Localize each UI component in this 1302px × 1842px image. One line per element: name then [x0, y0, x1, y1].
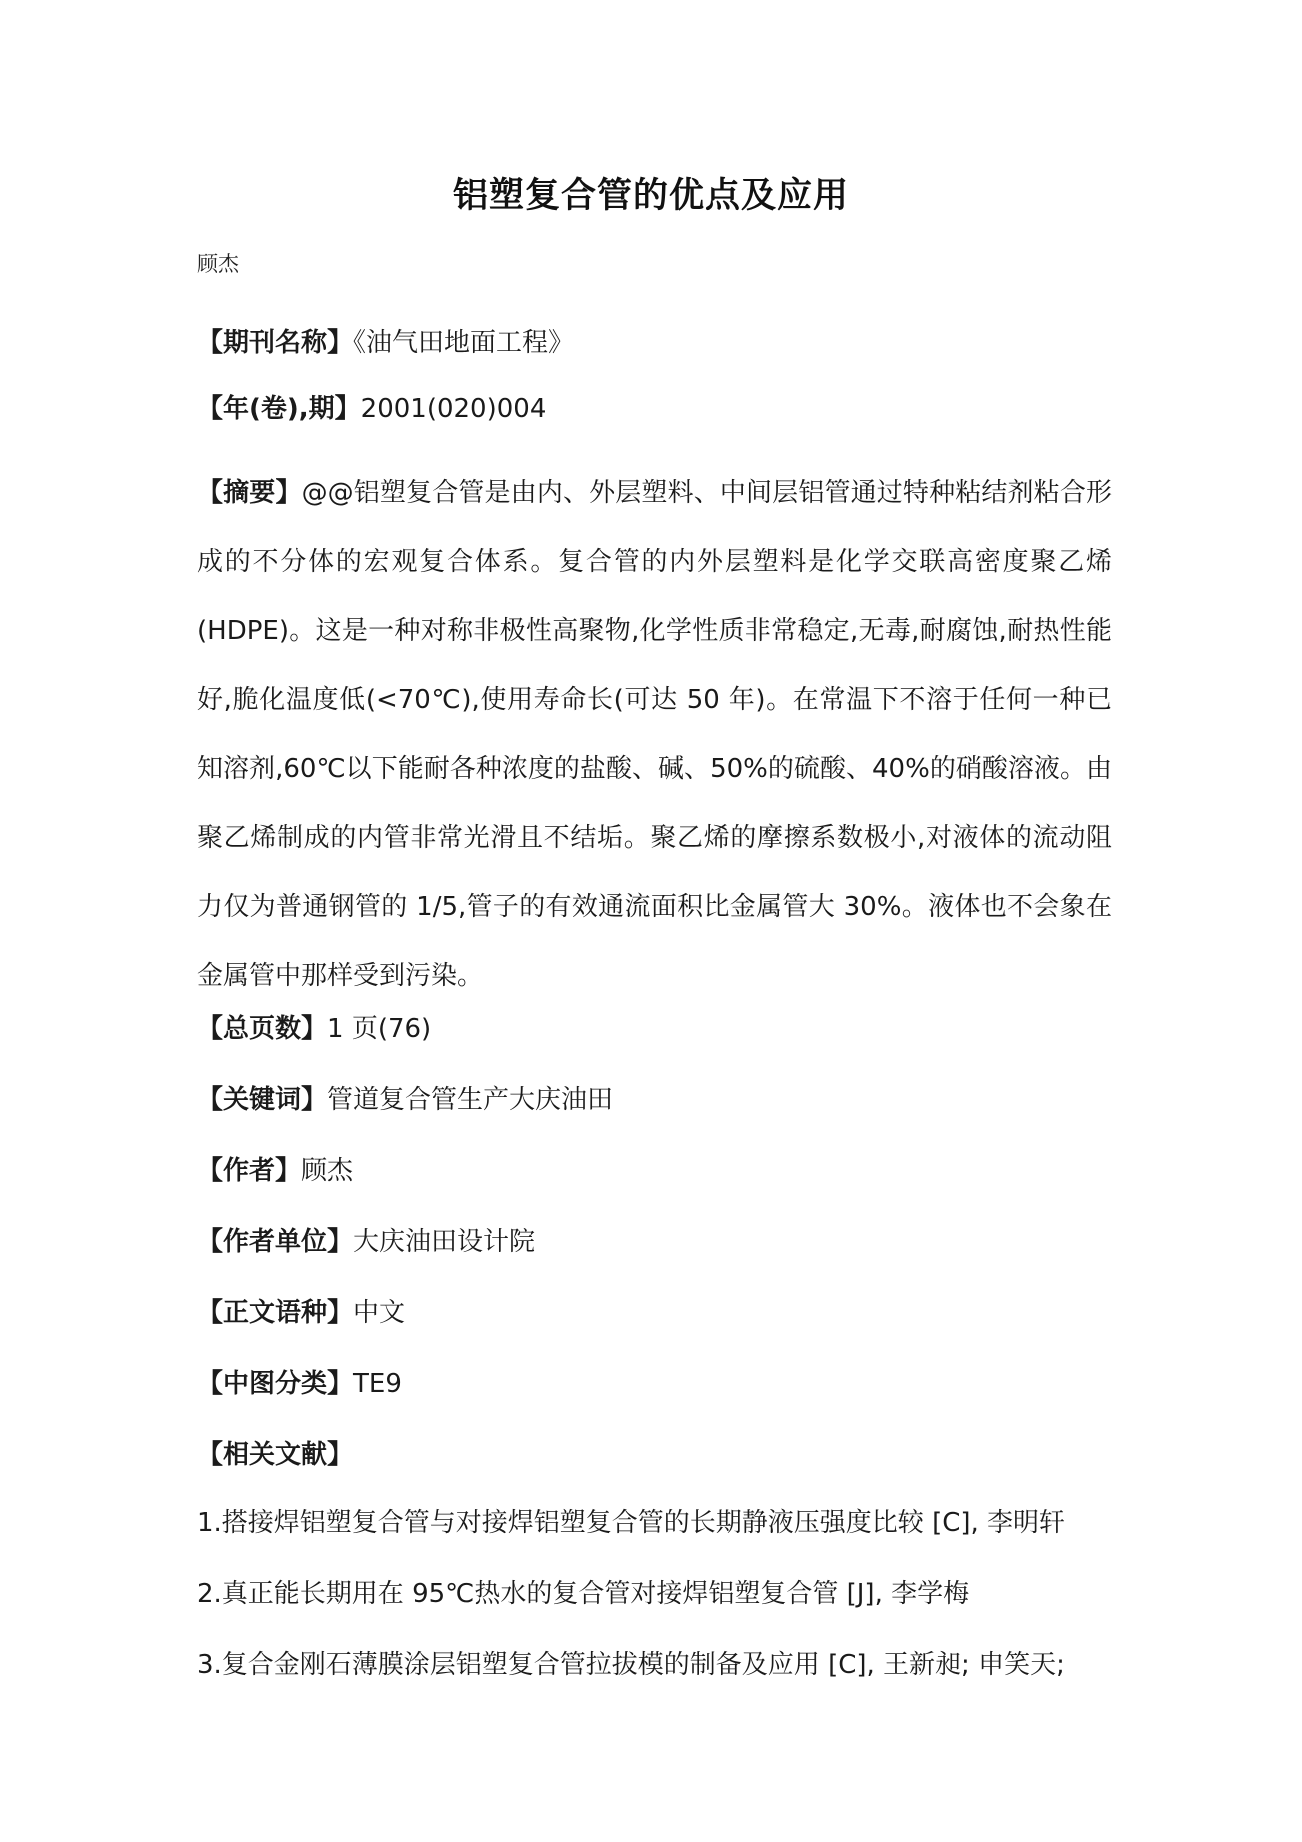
abstract-field [197, 459, 1112, 1011]
affiliation-field [197, 1226, 535, 1258]
journal-value: 《油气田地面工程》 [353, 328, 575, 358]
language-field [197, 1297, 405, 1329]
affiliation-label: 【作者单位】 [197, 1227, 354, 1257]
keywords-value: 管道复合管生产大庆油田 [327, 1085, 614, 1115]
references-label: 【相关文献】 [197, 1440, 354, 1470]
reference-item-3: 3.复合金刚石薄膜涂层铝塑复合管拉拔模的制备及应用 [C], 王新昶; 申笑天; [197, 1650, 1065, 1680]
classification-field [197, 1368, 402, 1400]
references-list [197, 1507, 1157, 1720]
classification-value: TE9 [353, 1369, 402, 1399]
references-heading [197, 1439, 353, 1471]
keywords-field [197, 1084, 613, 1116]
reference-item-1: 1.搭接焊铝塑复合管与对接焊铝塑复合管的长期静液压强度比较 [C], 李明轩 [197, 1508, 1066, 1538]
pages-value: 1 页(76) [327, 1014, 432, 1044]
year-issue-field [197, 393, 546, 425]
abstract-label: 【摘要】 [197, 478, 302, 508]
abstract-text: @@铝塑复合管是由内、外层塑料、中间层铝管通过特种粘结剂粘合形成的不分体的宏观复合体系。复合管的内外层塑料是化学交联高密度聚乙烯(HDPE)。这是一种对称非极性高聚物,化学性质非常稳定,无毒,耐腐蚀,耐热性能好,脆化温度低(<70℃),使用寿命长(可达 50 年)。在常温下不溶于任何一种已知溶剂,60℃以下能耐各种浓度的盐酸、碱、50%的硫酸、40%的硝酸溶液。由聚乙烯制成的内管非常光滑且不结垢。聚乙烯的摩擦系数极小,对液体的流动阻力仅为普通钢管的 1/5,管子的有效通流面积比金属管大 30%。液体也不会象在金属管中那样受到污染。 [197, 478, 1112, 991]
author-field [197, 1155, 353, 1187]
pages-field [197, 1013, 431, 1045]
reference-item-2: 2.真正能长期用在 95℃热水的复合管对接焊铝塑复合管 [J], 李学梅 [197, 1579, 970, 1609]
year-issue-value: 2001(020)004 [360, 394, 547, 424]
affiliation-value: 大庆油田设计院 [353, 1227, 536, 1257]
keywords-label: 【关键词】 [197, 1085, 328, 1115]
pages-label: 【总页数】 [197, 1014, 328, 1044]
language-label: 【正文语种】 [197, 1298, 354, 1328]
year-issue-label: 【年(卷),期】 [197, 394, 361, 424]
author-value: 顾杰 [301, 1156, 354, 1186]
author-label: 【作者】 [197, 1156, 302, 1186]
classification-label: 【中图分类】 [197, 1369, 354, 1399]
document-title: 铝塑复合管的优点及应用 [452, 176, 849, 216]
author-line: 顾杰 [197, 252, 239, 276]
journal-field [197, 327, 574, 359]
journal-label: 【期刊名称】 [197, 328, 354, 358]
language-value: 中文 [353, 1298, 406, 1328]
